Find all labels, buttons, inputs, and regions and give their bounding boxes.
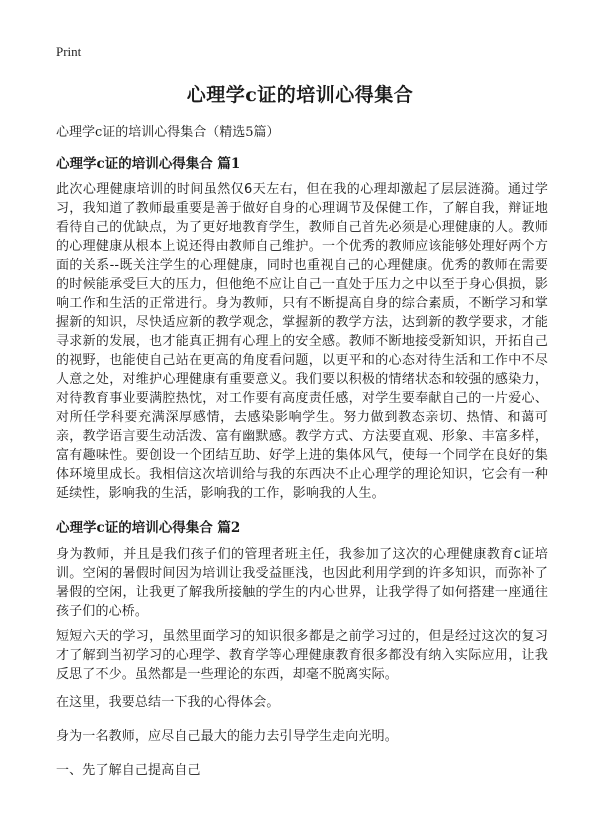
section-2-heading: 心理学c证的培训心得集合 篇2 <box>56 520 241 536</box>
section-2-paragraph-1: 身为教师，并且是我们孩子们的管理者班主任，我参加了这次的心理健康教育c证培训。空闲的暑假时间因为培训让我受益匪浅，也因此利用学到的许多知识，而弥补了暑假的空闲，让我更了解我所接触的学生的内心世界，让我学得了如何搭建一座通往孩子们的心桥。 <box>56 547 548 619</box>
section-2-paragraph-5: 一、先了解自己提高自己 <box>56 763 201 778</box>
section-2-paragraph-2: 短短六天的学习，虽然里面学习的知识很多都是之前学习过的，但是经过这次的复习才了解到当初学习的心理学、教育学等心理健康教育很多都没有纳入实际应用，让我反思了不少。虽然都是一些理论的东西，却毫不脱离实际。 <box>56 629 548 682</box>
section-1-paragraph: 此次心理健康培训的时间虽然仅6天左右，但在我的心理却激起了层层涟漪。通过学习，我知道了教师最重要是善于做好自身的心理调节及保健工作，了解自我，辩证地看待自己的优缺点，为了更好地教育学生，教师自己首先必须是心理健康的人。教师的心理健康从根本上说还得由教师自己维护。一个优秀的教师应该能够处理好两个方面的关系--既关注学生的心理健康，同时也重视自己的心理健康。优秀的教师在需要的时候能承受巨大的压力，但他绝不应让自己一直处于压力之中以至于身心俱损，影响工作和生活的正常进行。身为教师，只有不断提高自身的综合素质，不断学习和掌握新的知识，尽快适应新的教学观念，掌握新的教学方法，达到新的教学要求，才能寻求新的发展，也才能真正拥有心理上的安全感。教师不断地接受新知识，开拓自己的视野，也能使自己站在更高的角度看问题，以更平和的心态对待生活和工作中不尽人意之处，对维护心理健康有重要意义。我们要以积极的情绪状态和较强的感染力，对待教育事业要满腔热忱，对工作要有高度责任感，对学生要奉献自己的一片爱心、对所任学科要充满深厚感情，去感染影响学生。努力做到教态亲切、热情、和蔼可亲，教学语言要生动活泼、富有幽默感。教学方式、方法要直观、形象、丰富多样，富有趣味性。要创设一个团结互助、好学上进的集体风气，使每一个同学在良好的集体环境里成长。我相信这次培训给与我的东西决不止心理学的理论知识，它会有一种延续性，影响我的生活，影响我的工作，影响我的人生。 <box>56 182 548 501</box>
print-label[interactable]: Print <box>56 44 82 59</box>
section-2-paragraph-3: 在这里，我要总结一下我的心得体会。 <box>56 695 280 710</box>
document-title: 心理学c证的培训心得集合 <box>186 84 414 106</box>
document-subtitle: 心理学c证的培训心得集合（精选5篇） <box>56 125 280 140</box>
section-1-heading: 心理学c证的培训心得集合 篇1 <box>56 156 241 172</box>
section-2-paragraph-4: 身为一名教师，应尽自己最大的能力去引导学生走向光明。 <box>56 729 398 744</box>
